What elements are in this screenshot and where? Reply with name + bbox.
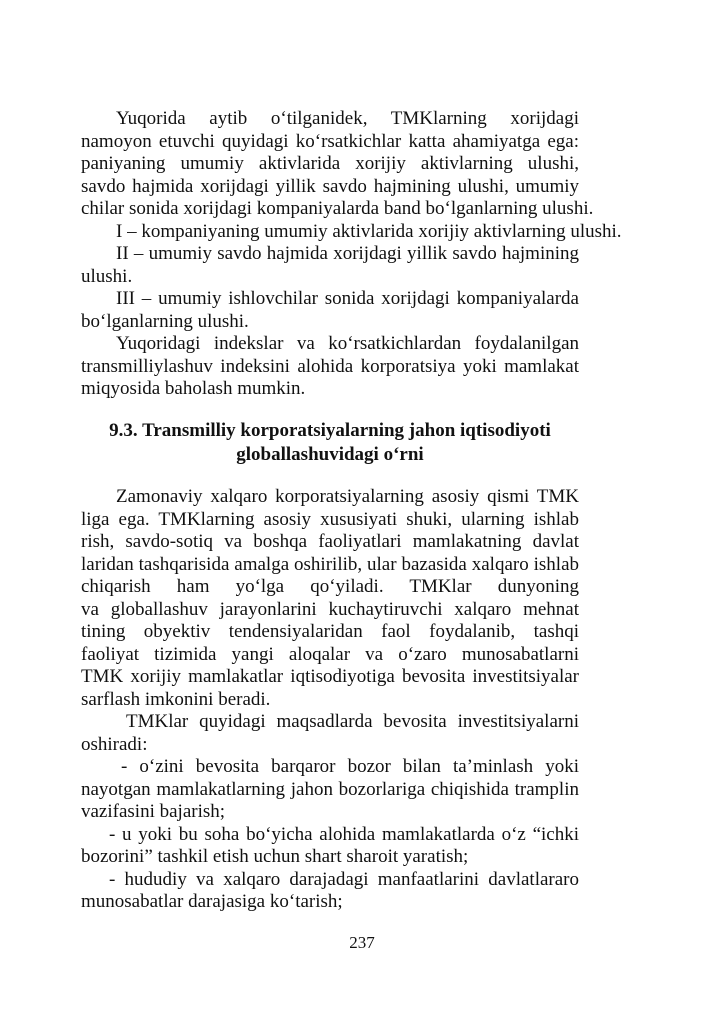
paragraph bbox=[81, 108, 594, 221]
paragraph bbox=[81, 711, 579, 756]
text-line: bo‘lganlarning ulushi. bbox=[81, 310, 249, 332]
text-line: III – umumiy ishlovchilar sonida xorijdagi kompaniyalarda bbox=[116, 288, 579, 309]
text-line: TMKlar quyidagi maqsadlarda bevosita investitsiyalarni bbox=[126, 711, 579, 732]
section-heading bbox=[81, 419, 579, 467]
heading-line-2: globallashuvidagi o‘rni bbox=[236, 444, 424, 465]
text-line: faoliyat tizimida yangi aloqalar va o‘zaro munosabatlarni bbox=[81, 643, 579, 665]
paragraph bbox=[81, 756, 579, 824]
text-line: munosabatlar darajasiga ko‘tarish; bbox=[81, 891, 343, 912]
text-line: II – umumiy savdo hajmida xorijdagi yillik savdo hajmining bbox=[116, 243, 579, 264]
text-line: sarflash imkonini beradi. bbox=[81, 688, 271, 710]
text-line: TMK xorijiy mamlakatlar iqtisodiyotiga bevosita investitsiyalar bbox=[81, 666, 579, 687]
text-line: laridan tashqarisida amalga oshirilib, ular bazasida xalqaro ishlab bbox=[81, 553, 579, 575]
paragraph bbox=[81, 288, 579, 333]
paragraph bbox=[81, 220, 622, 244]
text-line: paniyaning umumiy aktivlarida xorijiy aktivlarning ulushi, bbox=[81, 153, 579, 174]
text-line: chiqarish ham yo‘lga qo‘yiladi. TMKlar dunyoning bbox=[81, 576, 579, 597]
text-line: - u yoki bu soha bo‘yicha alohida mamlakatlarda o‘z “ichki bbox=[109, 823, 579, 845]
section-body bbox=[81, 486, 579, 914]
text-line: nayotgan mamlakatlarning jahon bozorlariga chiqishida tramplin bbox=[81, 778, 579, 800]
text-line: ulushi. bbox=[81, 265, 133, 287]
text-line: vazifasini bajarish; bbox=[81, 801, 226, 822]
text-line: rish, savdo-sotiq va boshqa faoliyatlari mamlakatning davlat bbox=[81, 531, 579, 552]
paragraph bbox=[81, 869, 579, 914]
text-line: savdo hajmida xorijdagi yillik savdo hajmining ulushi, umumiy bbox=[81, 175, 579, 197]
text-line: oshiradi: bbox=[81, 733, 148, 755]
text-line: I – kompaniyaning umumiy aktivlarida xorijiy aktivlarning ulushi. bbox=[116, 220, 622, 242]
paragraph bbox=[81, 333, 579, 401]
intro-section bbox=[81, 108, 622, 401]
text-line: Zamonaviy xalqaro korporatsiyalarning asosiy qismi TMK bbox=[116, 486, 579, 507]
text-line: miqyosida baholash mumkin. bbox=[81, 378, 306, 399]
text-line: tining obyektiv tendensiyalaridan faol foydalanib, tashqi bbox=[81, 621, 579, 642]
paragraph bbox=[81, 243, 579, 288]
text-line: namoyon etuvchi quyidagi ko‘rsatkichlar katta ahamiyatga ega: bbox=[81, 130, 579, 152]
text-line: va globallashuv jarayonlarini kuchaytiruvchi xalqaro mehnat bbox=[81, 598, 579, 620]
text-line: bozorini” tashkil etish uchun shart sharoit yaratish; bbox=[81, 846, 469, 867]
text-line: Yuqorida aytib o‘tilganidek, TMKlarning xorijdagi bbox=[116, 108, 579, 129]
text-line: - o‘zini bevosita barqaror bozor bilan ta’minlash yoki bbox=[121, 756, 579, 777]
text-line: liga ega. TMKlarning asosiy xususiyati shuki, ularning ishlab bbox=[81, 508, 579, 530]
page-number: 237 bbox=[349, 933, 375, 952]
text-line: chilar sonida xorijdagi kompaniyalarda band bo‘lganlarning ulushi. bbox=[81, 198, 594, 219]
text-line: - hududiy va xalqaro darajadagi manfaatlarini davlatlararo bbox=[109, 868, 579, 890]
paragraph bbox=[81, 486, 579, 711]
text-line: transmilliylashuv indeksini alohida korporatsiya yoki mamlakat bbox=[81, 355, 579, 377]
text-line: Yuqoridagi indekslar va ko‘rsatkichlardan foydalanilgan bbox=[116, 333, 579, 354]
heading-line-1: 9.3. Transmilliy korporatsiyalarning jahon iqtisodiyoti bbox=[109, 420, 551, 441]
paragraph bbox=[81, 824, 579, 869]
